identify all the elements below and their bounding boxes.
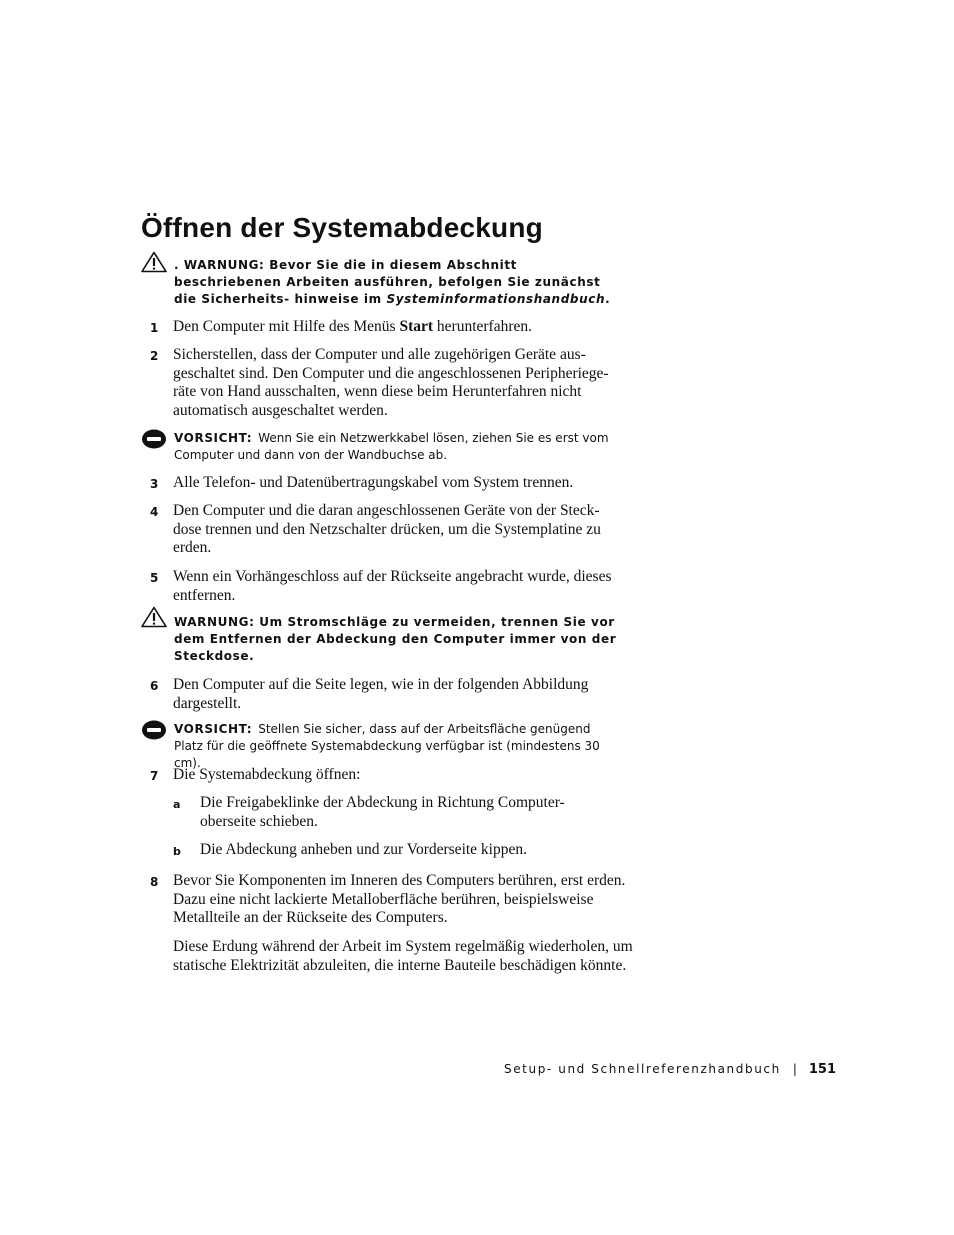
- substep-text: Die Freigabeklinke der Abdeckung in Richtung Computer- oberseite schieben.: [200, 794, 565, 830]
- step-4: [150, 502, 630, 558]
- step-number: 3: [150, 477, 159, 491]
- warning-text: . WARNUNG: Bevor Sie die in diesem Abschnitt beschriebenen Arbeiten ausführen, befolgen Sie zunächst die Sicherheits- hinweise im: [174, 258, 601, 306]
- caution-label: VORSICHT:: [174, 431, 253, 445]
- step-8: [150, 872, 630, 928]
- book-title: Systeminformationshandbuch: [386, 292, 606, 306]
- step-2: [150, 346, 630, 420]
- footer-manual-title: Setup- und Schnellreferenzhandbuch: [503, 1062, 781, 1076]
- step-text: Alle Telefon- und Datenübertragungskabel vom System trennen.: [173, 474, 574, 491]
- step-text: Den Computer mit Hilfe des Menüs: [173, 318, 400, 335]
- substep-text: Die Abdeckung anheben und zur Vorderseite kippen.: [200, 841, 527, 858]
- caution-text: Stellen Sie sicher, dass auf der Arbeitsfläche genügend Platz für die geöffnete Systemabdeckung verfügbar ist (mindestens 30 cm).: [174, 722, 600, 770]
- step-5: [150, 568, 630, 605]
- step-number: 4: [150, 505, 159, 519]
- warning-notice: [141, 251, 621, 308]
- step-number: 8: [150, 875, 159, 889]
- page-footer: [504, 1062, 836, 1077]
- step-number: 5: [150, 571, 159, 585]
- step-8-note: Diese Erdung während der Arbeit im System regelmäßig wiederholen, um statische Elektrizität abzuleiten, die interne Bauteile beschädigen könnte.: [173, 938, 633, 974]
- caution-label: VORSICHT:: [174, 722, 253, 736]
- substep-letter: a: [173, 798, 181, 811]
- step-text: Die Systemabdeckung öffnen:: [173, 766, 361, 783]
- warning-text: WARNUNG: Um Stromschläge zu vermeiden, trennen Sie vor dem Entfernen der Abdeckung den Computer immer von der Steckdose.: [174, 615, 617, 663]
- substep-7b: [173, 841, 613, 860]
- step-text: Den Computer auf die Seite legen, wie in der folgenden Abbildung dargestellt.: [173, 676, 589, 712]
- step-text: Den Computer und die daran angeschlossenen Geräte von der Steck- dose trennen und den Netzschalter drücken, um die Systemplatine zu erden.: [173, 502, 601, 556]
- substep-7a: [173, 794, 613, 831]
- page-number: 151: [808, 1062, 836, 1077]
- footer-separator: |: [792, 1062, 797, 1076]
- warning-suffix: .: [605, 292, 611, 306]
- step-text-end: herunterfahren.: [433, 318, 533, 335]
- step-text: Bevor Sie Komponenten im Inneren des Computers berühren, erst erden. Dazu eine nicht lackierte Metalloberfläche berühren, beispielsweise Metallteile an der Rückseite des Computers.: [173, 872, 626, 926]
- caution-hand-icon: [141, 428, 167, 450]
- start-menu-label: Start: [399, 318, 434, 335]
- caution-text: Wenn Sie ein Netzwerkkabel lösen, ziehen Sie es erst vom Computer und dann von der Wandbuchse ab.: [174, 431, 609, 462]
- caution-notice: [141, 428, 621, 464]
- step-number: 1: [150, 321, 159, 335]
- page-title: Öffnen der Systemabdeckung: [141, 212, 543, 243]
- step-3: [150, 474, 630, 493]
- step-text: Wenn ein Vorhängeschloss auf der Rückseite angebracht wurde, dieses entfernen.: [173, 568, 612, 604]
- step-6: [150, 676, 630, 713]
- warning-triangle-icon: [141, 606, 167, 628]
- step-number: 2: [150, 349, 159, 363]
- warning-triangle-icon: [141, 251, 167, 273]
- step-number: 6: [150, 679, 159, 693]
- caution-hand-icon: [141, 719, 167, 741]
- step-number: 7: [150, 769, 159, 783]
- warning-notice: [141, 606, 621, 665]
- caution-notice: [141, 719, 621, 772]
- step-7: [150, 766, 630, 785]
- step-text: Sicherstellen, dass der Computer und alle zugehörigen Geräte aus- geschaltet sind. Den Computer und die angeschlossenen Peripheriege- räte von Hand ausschalten, wenn diese beim Herunterfahren nicht automatisch ausgeschaltet werden.: [173, 346, 609, 419]
- step-1: [150, 318, 630, 337]
- substep-letter: b: [173, 845, 181, 858]
